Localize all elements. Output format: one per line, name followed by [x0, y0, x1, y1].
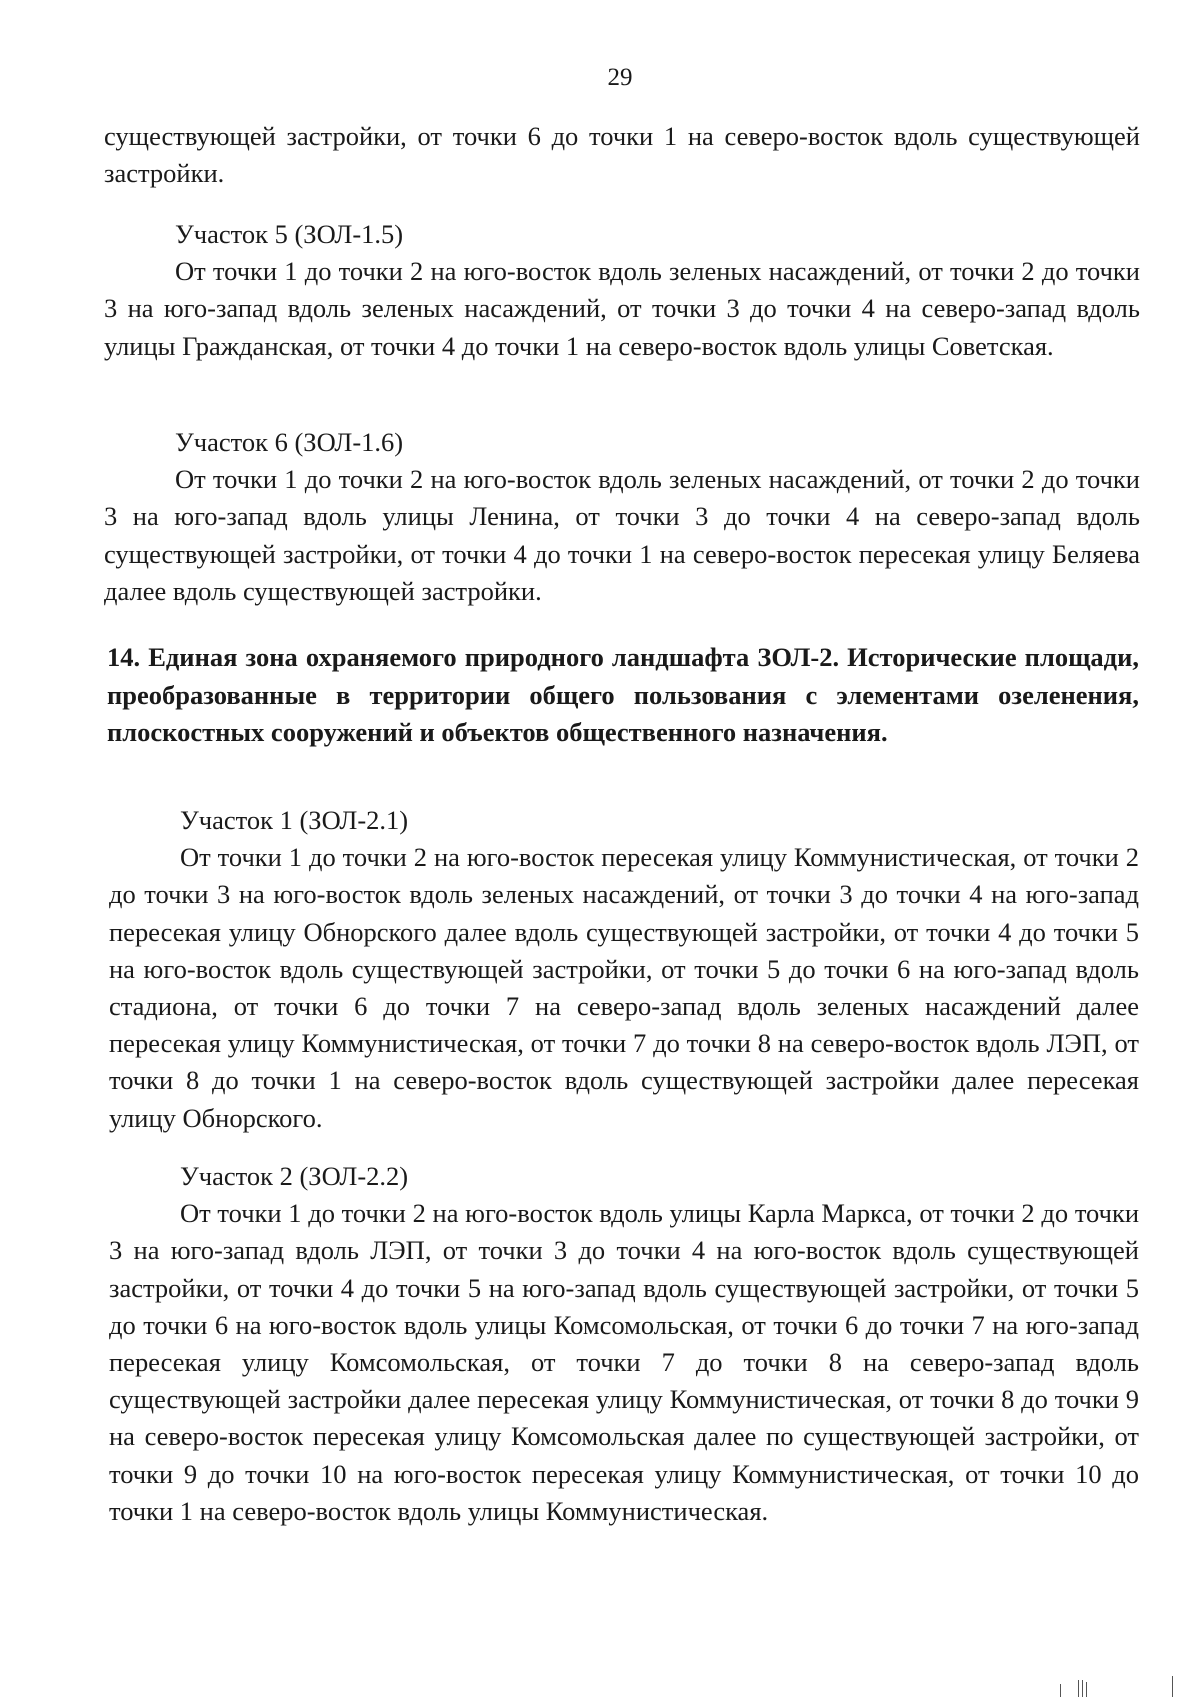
scan-artifact [1060, 1684, 1061, 1697]
page-number: 29 [607, 64, 633, 91]
plot-zol-1-6 [104, 424, 1140, 610]
continuation-paragraph [104, 118, 1140, 192]
plot-zol-1-5 [104, 216, 1140, 365]
plot-title: Участок 5 (ЗОЛ-1.5) [175, 219, 404, 249]
plot-zol-2-2 [109, 1158, 1139, 1530]
scan-artifact [1082, 1680, 1083, 1697]
scan-artifact [1172, 1676, 1173, 1697]
scan-artifact [1086, 1682, 1087, 1697]
plot-description: От точки 1 до точки 2 на юго-восток вдоль улицы Карла Маркса, от точки 2 до точки 3 на юго-запад вдоль ЛЭП, от точки 3 до точки 4 на юго-восток вдоль существующей застройки, от точки 4 до точки 5 на юго-запад вдоль существующей застройки, от точки 5 до точки 6 на юго-восток вдоль улицы Комсомольская, от точки 6 до точки 7 на юго-запад пересекая улицу Комсомольская, от точки 7 до точки 8 на северо-запад вдоль существующей застройки далее пересекая улицу Коммунистическая, от точки 8 до точки 9 на северо-восток пересекая улицу Комсомольская далее по существующей застройки, от точки 9 до точки 10 на юго-восток пересекая улицу Коммунистическая, от точки 10 до точки 1 на северо-восток вдоль улицы Коммунистическая. [109, 1198, 1139, 1526]
plot-description: От точки 1 до точки 2 на юго-восток вдоль зеленых насаждений, от точки 2 до точки 3 на юго-запад вдоль улицы Ленина, от точки 3 до точки 4 на северо-запад вдоль существующей застройки, от точки 4 до точки 1 на северо-восток пересекая улицу Беляева далее вдоль существующей застройки. [104, 464, 1140, 606]
section-heading: 14. Единая зона охраняемого природного ландшафта ЗОЛ-2. Исторические площади, преобразованные в территории общего пользования с элементами озеленения, плоскостных сооружений и объектов общественного назначения. [107, 642, 1139, 747]
plot-title: Участок 6 (ЗОЛ-1.6) [175, 427, 404, 457]
plot-description: От точки 1 до точки 2 на юго-восток пересекая улицу Коммунистическая, от точки 2 до точки 3 на юго-восток вдоль зеленых насаждений, от точки 3 до точки 4 на юго-запад пересекая улицу Обнорского далее вдоль существующей застройки, от точки 4 до точки 5 на юго-восток вдоль существующей застройки, от точки 5 до точки 6 на юго-запад вдоль стадиона, от точки 6 до точки 7 на северо-запад вдоль зеленых насаждений далее пересекая улицу Коммунистическая, от точки 7 до точки 8 на северо-восток вдоль ЛЭП, от точки 8 до точки 1 на северо-восток вдоль существующей застройки далее пересекая улицу Обнорского. [109, 842, 1139, 1133]
plot-zol-2-1 [109, 802, 1139, 1137]
plot-title: Участок 1 (ЗОЛ-2.1) [180, 805, 409, 835]
continuation-text: существующей застройки, от точки 6 до точки 1 на северо-восток вдоль существующей застройки. [104, 121, 1140, 189]
plot-description: От точки 1 до точки 2 на юго-восток вдоль зеленых насаждений, от точки 2 до точки 3 на юго-запад вдоль зеленых насаждений, от точки 3 до точки 4 на северо-запад вдоль улицы Гражданская, от точки 4 до точки 1 на северо-восток вдоль улицы Советская. [104, 256, 1140, 361]
scan-artifact [1078, 1680, 1079, 1697]
plot-title: Участок 2 (ЗОЛ-2.2) [180, 1161, 409, 1191]
